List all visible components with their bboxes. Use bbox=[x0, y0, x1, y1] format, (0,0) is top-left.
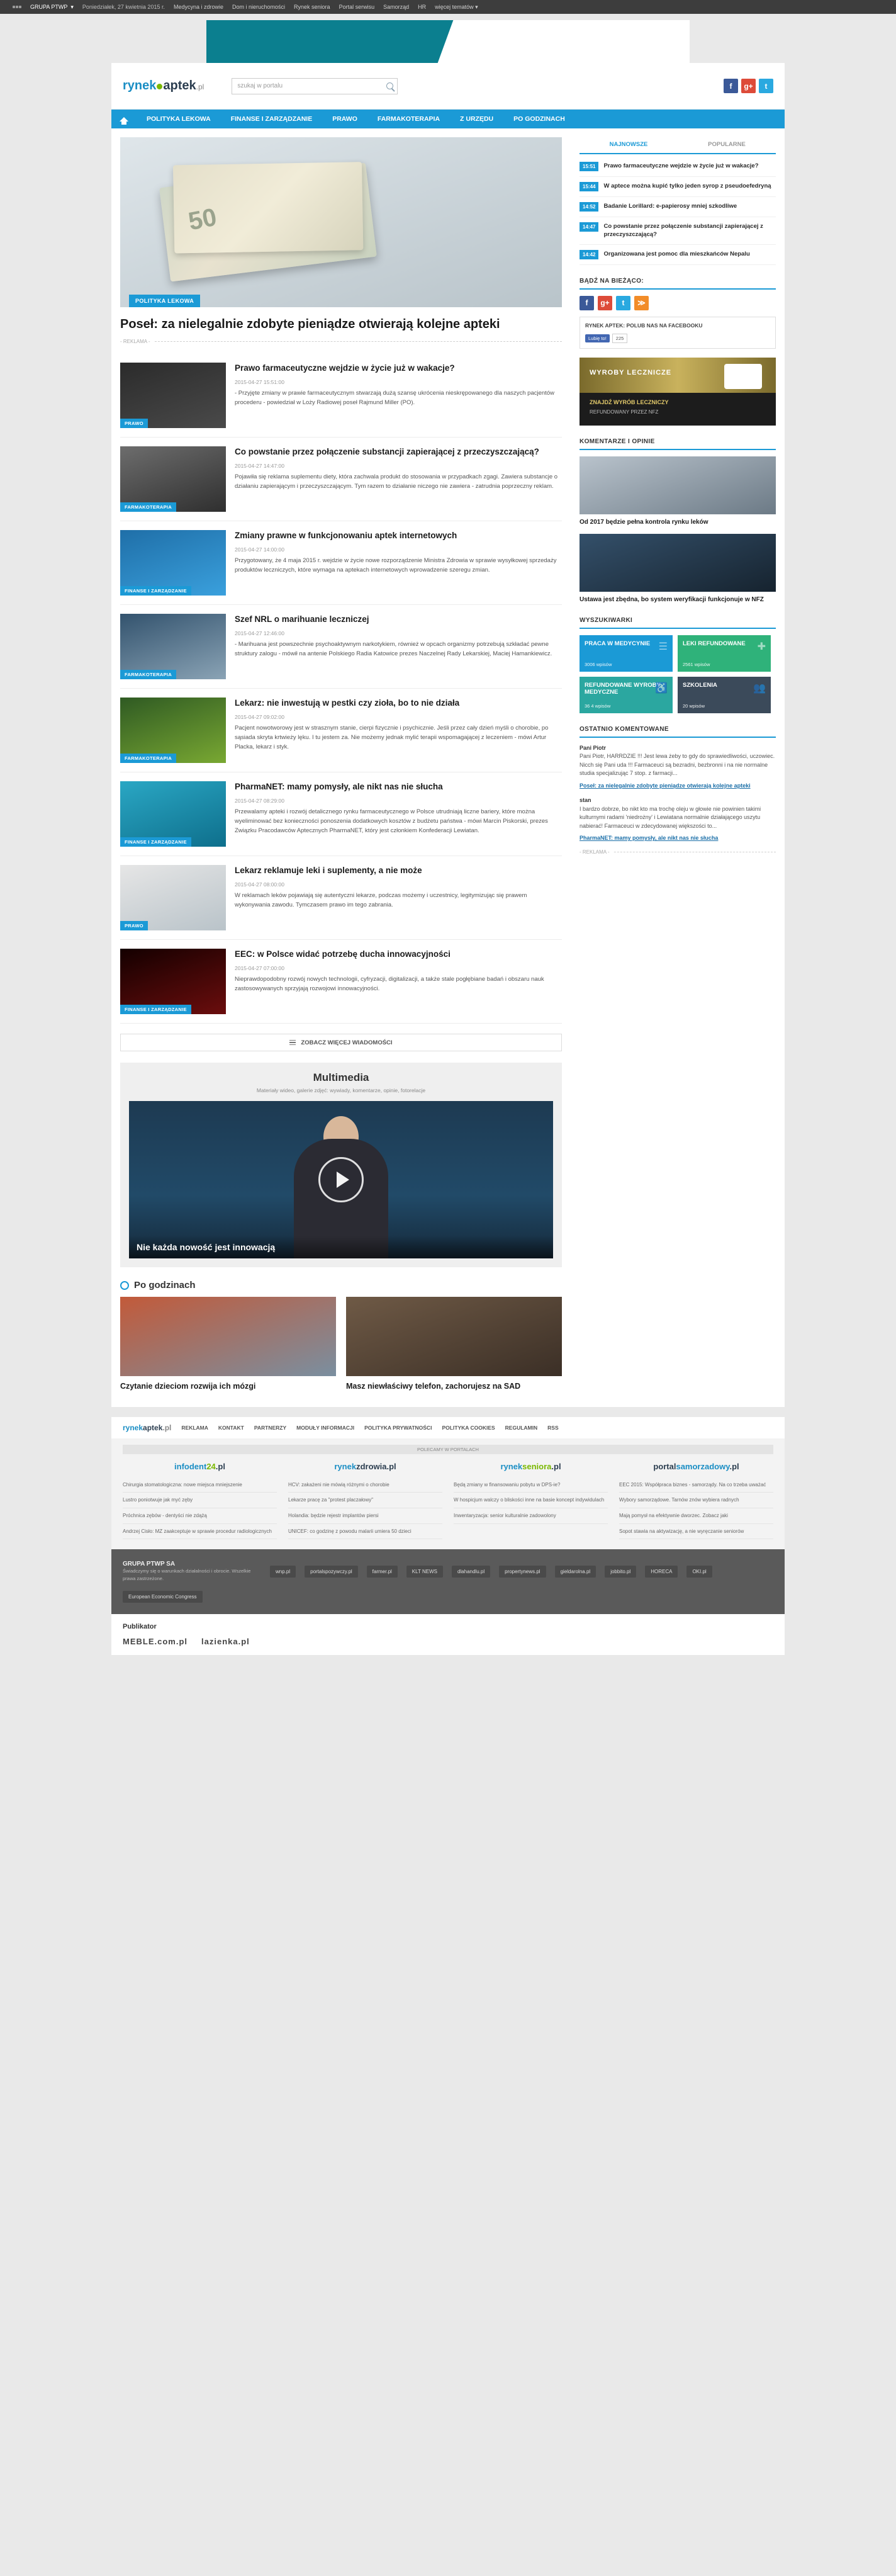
brand-chip-gieldarolna[interactable]: gieldarolna.pl bbox=[555, 1566, 596, 1578]
twitter-icon[interactable]: t bbox=[759, 79, 773, 93]
ad-line-3: REFUNDOWANY PRZEZ NFZ bbox=[590, 409, 659, 415]
logo-dot-icon bbox=[157, 84, 162, 89]
video-player[interactable] bbox=[129, 1101, 553, 1258]
article-category: FARMAKOTERAPIA bbox=[120, 754, 176, 763]
partner-logo-part2: seniora bbox=[522, 1461, 552, 1471]
brand-chip-ktnews[interactable]: KLT NEWS bbox=[406, 1566, 443, 1578]
chevron-down-icon: ▾ bbox=[70, 3, 74, 10]
header-social bbox=[724, 79, 773, 93]
partner-logo-part2: zdrowia bbox=[356, 1461, 387, 1471]
home-icon[interactable] bbox=[111, 110, 137, 128]
brand-chip-okl[interactable]: OKI.pl bbox=[686, 1566, 712, 1578]
play-icon[interactable] bbox=[318, 1157, 364, 1202]
wheelchair-icon: ♿ bbox=[655, 682, 668, 694]
nav-item-finanse[interactable]: FINANSE I ZARZĄDZANIE bbox=[230, 115, 313, 123]
footer-link-moduly[interactable]: MODUŁY INFORMACJI bbox=[296, 1424, 355, 1431]
article-thumbnail bbox=[120, 949, 226, 1014]
hero-money-illustration bbox=[159, 162, 377, 281]
item-time: 14:47 bbox=[580, 222, 598, 232]
list-item[interactable] bbox=[120, 772, 562, 856]
hero-category-badge: POLITYKA LEKOWA bbox=[129, 295, 200, 307]
wyszukiwarka-count: 3006 wpisów bbox=[585, 661, 612, 667]
list-item[interactable]: Inwentaryzacja: senior kulturalnie zadowolony bbox=[454, 1508, 608, 1524]
load-more-button[interactable] bbox=[120, 1034, 562, 1051]
comment-text: Pani Piotr, HARRDZIE !!! Jest lewa żeby to gdy do sprawiedliwości, uczowiec. Nicch się Pani uda !!! Farmaceuci są bezradni, bezbronni i na nie normalne studia specjalizując 7 stop. z farmacji... bbox=[580, 753, 775, 777]
article-title[interactable]: Zmiany prawne w funkcjonowaniu aptek internetowych bbox=[235, 531, 457, 540]
tab-najnowsze[interactable]: NAJNOWSZE bbox=[609, 141, 648, 148]
article-title[interactable]: Szef NRL o marihuanie leczniczej bbox=[235, 614, 369, 624]
rss-icon[interactable]: ≫ bbox=[634, 296, 649, 310]
po-godzinach-header bbox=[120, 1280, 562, 1291]
list-item[interactable] bbox=[120, 856, 562, 940]
partner-logo-suffix: .pl bbox=[215, 1461, 225, 1471]
article-date: 2015-04-27 15:51:00 bbox=[235, 379, 284, 386]
comment-author: Pani Piotr bbox=[580, 744, 607, 751]
reklama-label: - REKLAMA - bbox=[120, 339, 154, 344]
spacer bbox=[111, 1392, 571, 1407]
nav-item-polityka-lekowa[interactable]: POLITYKA LEKOWA bbox=[147, 115, 211, 123]
comment-text: I bardzo dobrze, bo nikt kto ma trochę oleju w głowie nie powinien takimi kulturnymi radami 'niedrożny' i Lewiatana normalnie działającego uszytu nabierać! Farmaceuci w zdecydowanej większości to... bbox=[580, 805, 761, 829]
article-excerpt: W reklamach leków pojawiają się autentyczni lekarze, podczas możemy i uczestnicy, legitymizując się prawem wykonywania zawodu. Tymczasem prawo im tego zabrania. bbox=[235, 892, 527, 908]
nav-item-z-urzedu[interactable]: Z URZĘDU bbox=[460, 115, 494, 123]
list-item[interactable] bbox=[120, 940, 562, 1024]
partner-logo-part2: samorzadowy bbox=[676, 1461, 730, 1471]
comment-item bbox=[580, 796, 776, 843]
article-title[interactable]: Lekarz: nie inwestują w pestki czy zioła, bo to nie działa bbox=[235, 698, 460, 708]
hero-title[interactable]: Poseł: za nielegalnie zdobyte pieniądze otwierają kolejne apteki bbox=[120, 317, 500, 331]
article-excerpt: - Przyjęte zmiany w prawie farmaceutycznym stwarzają dużą szansę ukrócenia nieskrępowanego dla naszych pacjentów procederu - powiedział w Loży Radiowej poseł Rajmund Miller (PO). bbox=[235, 390, 554, 406]
item-title[interactable]: Badanie Lorillard: e-papierosy mniej szkodliwe bbox=[603, 203, 737, 210]
people-icon: ☰ bbox=[658, 641, 668, 652]
footer-group-bar bbox=[111, 1549, 785, 1614]
article-excerpt: Przewalamy apteki i rozwój detalicznego rynku farmaceutycznego w Polsce utrudniają liczne bariery, które można wyeliminować bez konieczności ponoszenia dodatkowych kosztów z budżetu państwa - mówi Marcin Piskorski, prezes Związku Pracodawców Aptecznych PharmaNET, który jest członkiem Konfederacji Lewiatan. bbox=[235, 808, 548, 834]
sidebar-ad[interactable] bbox=[580, 358, 776, 426]
topbar-link-portal-serwisu[interactable]: Portal serwisu bbox=[339, 4, 375, 10]
partner-link-list bbox=[619, 1477, 773, 1539]
list-item[interactable]: UNICEF: co godzinę z powodu malarii umiera 50 dzieci bbox=[288, 1524, 442, 1540]
ad-line-1: WYROBY LECZNICZE bbox=[590, 368, 672, 376]
article-body bbox=[235, 949, 562, 1014]
brand-chip-wnp[interactable]: wnp.pl bbox=[270, 1566, 296, 1578]
list-item[interactable] bbox=[580, 157, 776, 177]
article-excerpt: Nieprawdopodobny rozwój nowych technologii, cyfryzacji, digitalizacji, a także stale pogłębiane badań i obszaru nauk zastosowywanych sprzyjają rozwojowi innowacyjności. bbox=[235, 976, 544, 992]
sidebar bbox=[571, 128, 785, 1407]
article-category: PRAWO bbox=[120, 921, 148, 930]
footer-link-rss[interactable]: RSS bbox=[547, 1424, 559, 1431]
footer-logo-part1: rynek bbox=[123, 1423, 143, 1432]
article-date: 2015-04-27 12:46:00 bbox=[235, 630, 284, 637]
partner-grid bbox=[123, 1462, 773, 1539]
wyszukiwarki-grid bbox=[580, 635, 776, 713]
item-time: 15:51 bbox=[580, 162, 598, 171]
partner-logo[interactable] bbox=[619, 1462, 773, 1471]
brand-chip-dlahandlu[interactable]: dlahandlu.pl bbox=[452, 1566, 490, 1578]
card-title[interactable]: Masz niewłaściwy telefon, zachorujesz na SAD bbox=[346, 1382, 521, 1391]
topbar-link-dom[interactable]: Dom i nieruchomości bbox=[232, 4, 286, 10]
partner-logo[interactable] bbox=[123, 1462, 277, 1471]
news-list bbox=[111, 350, 571, 1024]
logo-part-aptek: aptek bbox=[163, 79, 196, 93]
brand-chip-propertynews[interactable]: propertynews.pl bbox=[499, 1566, 546, 1578]
topbar-link-medycyna[interactable]: Medycyna i zdrowie bbox=[173, 4, 223, 10]
article-category: FINANSE I ZARZĄDZANIE bbox=[120, 837, 191, 847]
topbar-link-hr[interactable]: HR bbox=[418, 4, 427, 10]
wyszukiwarka-wyroby[interactable] bbox=[580, 677, 673, 713]
ostatnio-komentowane-heading: OSTATNIO KOMENTOWANE bbox=[580, 726, 776, 738]
wyszukiwarka-szkolenia[interactable] bbox=[678, 677, 771, 713]
multimedia-section bbox=[120, 1063, 562, 1267]
footer-link-cookies[interactable]: POLITYKA COOKIES bbox=[442, 1424, 495, 1431]
partner-logo[interactable] bbox=[454, 1462, 608, 1471]
po-godzinach-title: Po godzinach bbox=[134, 1280, 196, 1291]
list-item[interactable]: HCV: zakażeni nie mówią różnymi o chorobie bbox=[288, 1477, 442, 1493]
footer-navigation bbox=[111, 1417, 785, 1438]
list-item[interactable]: Lekarze pracę za "protest placzałowy" bbox=[288, 1493, 442, 1508]
komentarz-caption[interactable]: Ustawa jest zbędna, bo system weryfikacji funkcjonuje w NFZ bbox=[580, 596, 764, 604]
article-body bbox=[235, 614, 562, 679]
facebook-like-row bbox=[585, 334, 770, 343]
footer-group-about: Świadczymy się o warunkach działalności i obrocie. Wszelkie prawa zastrzeżone. bbox=[123, 1568, 251, 1581]
komentarz-caption[interactable]: Od 2017 będzie pełna kontrola rynku leków bbox=[580, 518, 708, 526]
article-title[interactable]: PharmaNET: mamy pomysły, ale nikt nas nie słucha bbox=[235, 782, 443, 791]
search-input[interactable] bbox=[232, 78, 398, 94]
footer-group-name: GRUPA PTWP SA bbox=[123, 1561, 176, 1568]
footer-link-prywatnosc[interactable]: POLITYKA PRYWATNOŚCI bbox=[364, 1424, 432, 1431]
article-excerpt: Pacjent nowotworowy jest w strasznym stanie, cierpi fizycznie i psychicznie. Jeśli przez cały dzień myśli o chorobie, po sąsiada skryta krtwieży lęku. I tu jestem za. Nie możemy jednak mylić terapii wspomagającej z leczeniem - mówi Artur Placka, lekarz i styk. bbox=[235, 725, 549, 750]
footer-link-reklama[interactable]: REKLAMA bbox=[181, 1424, 208, 1431]
list-item[interactable] bbox=[580, 197, 776, 217]
list-item[interactable] bbox=[120, 438, 562, 521]
item-title[interactable]: Prawo farmaceutyczne wejdzie w życie już w wakacje? bbox=[603, 162, 759, 169]
sidebar-reklama-divider bbox=[580, 849, 776, 861]
list-item[interactable]: EEC 2015: Współpraca biznes - samorządy. Na co trzeba uważać bbox=[619, 1477, 773, 1493]
banner-shape bbox=[206, 20, 471, 63]
article-body bbox=[235, 865, 562, 930]
article-date: 2015-04-27 08:29:00 bbox=[235, 798, 284, 805]
hero-image bbox=[120, 137, 562, 307]
nav-item-prawo[interactable]: PRAWO bbox=[332, 115, 357, 123]
grid-icon bbox=[13, 6, 21, 8]
sidebar-tabs bbox=[580, 136, 776, 154]
article-thumbnail bbox=[120, 614, 226, 679]
hero-article[interactable] bbox=[111, 137, 571, 350]
wyszukiwarka-name: REFUNDOWANE WYROBY MEDYCZNE bbox=[585, 681, 661, 696]
partner-logo-part1: infodent bbox=[174, 1461, 207, 1471]
top-ad-zone bbox=[0, 14, 896, 63]
top-utility-bar bbox=[0, 0, 896, 14]
clock-icon bbox=[120, 1281, 129, 1290]
list-item[interactable] bbox=[580, 245, 776, 265]
komentarze-heading: KOMENTARZE I OPINIE bbox=[580, 438, 776, 450]
top-banner-ad[interactable] bbox=[206, 20, 690, 63]
article-date: 2015-04-27 14:47:00 bbox=[235, 463, 284, 470]
partner-logo-suffix: .pl bbox=[729, 1461, 739, 1471]
article-category: FINANSE I ZARZĄDZANIE bbox=[120, 586, 191, 596]
facebook-icon[interactable]: f bbox=[724, 79, 738, 93]
article-category: FARMAKOTERAPIA bbox=[120, 670, 176, 679]
list-item[interactable] bbox=[120, 1297, 336, 1392]
ad-line-2: ZNAJDŹ WYRÓB LECZNICZY bbox=[590, 398, 669, 405]
partner-link-list bbox=[123, 1477, 277, 1539]
brand-chip-jobbito[interactable]: jobbito.pl bbox=[605, 1566, 636, 1578]
wyszukiwarka-name: PRACA W MEDYCYNIE bbox=[585, 640, 651, 647]
footer-brand-row bbox=[123, 1561, 773, 1603]
article-body bbox=[235, 446, 562, 512]
site-shell bbox=[111, 63, 785, 1407]
main-navigation bbox=[111, 110, 785, 128]
publikator-row bbox=[123, 1637, 773, 1646]
partner-logo[interactable] bbox=[288, 1462, 442, 1471]
article-excerpt: Pojawiła się reklama suplementu diety, która zachwala produkt do stosowania w przypadkach zgagi. Zawiera substancje o działaniu zapierającym i przeczyszczającym. Tym razem to działanie niczego nie zawiera - zatrudnia poprzeczny reklam. bbox=[235, 473, 558, 490]
brand-chip-farmer[interactable]: farmer.pl bbox=[367, 1566, 398, 1578]
like-count: 225 bbox=[612, 334, 628, 343]
partner-logo-part2: 24 bbox=[206, 1461, 216, 1471]
googleplus-icon[interactable]: g+ bbox=[598, 296, 612, 310]
card-image bbox=[120, 1297, 336, 1376]
partner-column-rynekseniora bbox=[454, 1462, 608, 1539]
logo-suffix: .pl bbox=[196, 82, 204, 91]
topbar-link-samorzad[interactable]: Samorząd bbox=[383, 4, 410, 10]
partner-column-rynekzdrowia bbox=[288, 1462, 442, 1539]
item-title[interactable]: Co powstanie przez połączenie substancji zapierającej z przeczyszczającą? bbox=[603, 223, 763, 239]
footer-link-partnerzy[interactable]: PARTNERZY bbox=[254, 1424, 287, 1431]
comment-article-link[interactable]: PharmaNET: mamy pomysły, ale nikt nas nie słucha bbox=[580, 835, 719, 842]
list-item[interactable]: Sopot stawia na aktywizację, a nie wyręczanie seniorów bbox=[619, 1524, 773, 1540]
sidebar-reklama-label: - REKLAMA - bbox=[580, 849, 613, 855]
partner-link-list bbox=[454, 1477, 608, 1524]
list-item[interactable]: Wybory samorządowe. Tarnów znów wybiera radnych bbox=[619, 1493, 773, 1508]
main-column bbox=[111, 128, 571, 1407]
publikator-item-lazienka[interactable]: lazienka.pl bbox=[201, 1636, 250, 1646]
list-item[interactable]: Chirurgia stomatologiczna: nowe miejsca mniejszenie bbox=[123, 1477, 277, 1493]
list-item[interactable]: Próchnica zębów - dentyści nie zdążą bbox=[123, 1508, 277, 1524]
grupa-ptwp-menu[interactable] bbox=[30, 4, 74, 11]
facebook-box-title: RYNEK APTEK: POLUB NAS NA FACEBOOKU bbox=[585, 322, 703, 329]
publikator-section bbox=[111, 1614, 785, 1655]
article-date: 2015-04-27 09:02:00 bbox=[235, 714, 284, 721]
article-body bbox=[235, 698, 562, 763]
footer-logo-part2: aptek bbox=[143, 1423, 163, 1432]
badz-na-biezaco-heading: BĄDŹ NA BIEŻĄCO: bbox=[580, 278, 776, 290]
list-item[interactable] bbox=[580, 534, 776, 604]
komentarz-image bbox=[580, 456, 776, 514]
list-item[interactable] bbox=[120, 521, 562, 605]
list-item[interactable]: Mają pomysł na efektywnie dworzec. Zobacz jaki bbox=[619, 1508, 773, 1524]
list-item[interactable] bbox=[120, 605, 562, 689]
list-item[interactable] bbox=[580, 177, 776, 197]
list-item[interactable]: Lustro poniotwuje jak myć zęby bbox=[123, 1493, 277, 1508]
article-excerpt: - Marihuana jest powszechnie psychoaktywnym narkotykiem, również w opcach organizmy potrzebują szkładać pewne struktury zalogu - mówił na antenie Polskiego Radia Katowice prezes Naczelnej Rady Lekarskiej, Maciej Hamankiewicz. bbox=[235, 641, 552, 657]
po-godzinach-grid bbox=[120, 1297, 562, 1392]
comment-author: stan bbox=[580, 797, 591, 804]
video-caption: Nie każda nowość jest innowacją bbox=[129, 1236, 553, 1258]
partner-column-portalsamorzadowy bbox=[619, 1462, 773, 1539]
article-title[interactable]: Prawo farmaceutyczne wejdzie w życie już w wakacje? bbox=[235, 363, 455, 373]
site-logo[interactable] bbox=[123, 79, 204, 93]
partner-link-list bbox=[288, 1477, 442, 1539]
footer-link-kontakt[interactable]: KONTAKT bbox=[218, 1424, 244, 1431]
partner-logo-suffix: .pl bbox=[551, 1461, 561, 1471]
article-category: FINANSE I ZARZĄDZANIE bbox=[120, 1005, 191, 1014]
article-body bbox=[235, 530, 562, 596]
article-thumbnail bbox=[120, 530, 226, 596]
topbar-link-rynek-seniora[interactable]: Rynek seniora bbox=[294, 4, 330, 10]
article-body bbox=[235, 363, 562, 428]
grupa-ptwp-label: GRUPA PTWP bbox=[30, 4, 68, 10]
list-item[interactable]: Holandia: będzie rejestr implantów piersi bbox=[288, 1508, 442, 1524]
facebook-icon[interactable]: f bbox=[580, 296, 594, 310]
logo-part-rynek: rynek bbox=[123, 79, 157, 93]
item-title[interactable]: Organizowana jest pomoc dla mieszkańców Nepalu bbox=[603, 250, 750, 257]
list-item[interactable] bbox=[120, 354, 562, 438]
brand-chip-eec[interactable]: European Economic Congress bbox=[123, 1591, 203, 1603]
list-item[interactable] bbox=[580, 456, 776, 527]
load-more-label: ZOBACZ WIĘCEJ WIADOMOŚCI bbox=[301, 1039, 393, 1046]
bottom-spacer bbox=[0, 1655, 896, 1670]
article-thumbnail bbox=[120, 865, 226, 930]
footer-logo-suffix: .pl bbox=[162, 1423, 172, 1432]
facebook-like-box bbox=[580, 317, 776, 349]
article-thumbnail bbox=[120, 363, 226, 428]
article-category: FARMAKOTERAPIA bbox=[120, 502, 176, 512]
komentarze-list bbox=[580, 456, 776, 604]
wyszukiwarka-count: 2561 wpisów bbox=[683, 661, 710, 667]
topbar-link-more[interactable]: więcej tematów ▾ bbox=[435, 3, 478, 10]
list-item[interactable]: Będą zmiany w finansowaniu pobytu w DPS-ie? bbox=[454, 1477, 608, 1493]
sidebar-social-row bbox=[580, 296, 776, 310]
latest-news-list bbox=[580, 157, 776, 265]
pill-icon: ✚ bbox=[757, 641, 766, 652]
search-icon[interactable] bbox=[386, 82, 393, 89]
content-columns bbox=[111, 128, 785, 1407]
list-item[interactable] bbox=[580, 217, 776, 245]
wyszukiwarka-count: 20 wpisów bbox=[683, 703, 705, 709]
article-date: 2015-04-27 08:00:00 bbox=[235, 881, 284, 888]
footer-link-regulamin[interactable]: REGULAMIN bbox=[505, 1424, 538, 1431]
article-body bbox=[235, 781, 562, 847]
wyszukiwarka-count: 36 4 wpisów bbox=[585, 703, 611, 709]
article-title[interactable]: EEC: w Polsce widać potrzebę ducha innowacyjności bbox=[235, 949, 451, 959]
article-date: 2015-04-27 07:00:00 bbox=[235, 965, 284, 972]
tab-popularne[interactable]: POPULARNE bbox=[708, 141, 746, 148]
partner-logo-part1: rynek bbox=[500, 1461, 523, 1471]
like-button[interactable]: Lubię to! bbox=[585, 334, 610, 342]
topbar-date: Poniedziałek, 27 kwietnia 2015 r. bbox=[82, 4, 165, 10]
nav-item-po-godzinach[interactable]: PO GODZINACH bbox=[513, 115, 565, 123]
wyszukiwarka-name: SZKOLENIA bbox=[683, 681, 717, 689]
recent-comments bbox=[580, 744, 776, 843]
list-item[interactable] bbox=[120, 689, 562, 772]
comment-article-link[interactable]: Poseł: za nielegalnie zdobyte pieniądze otwierają kolejne apteki bbox=[580, 782, 751, 789]
article-date: 2015-04-27 14:00:00 bbox=[235, 546, 284, 553]
googleplus-icon[interactable]: g+ bbox=[741, 79, 756, 93]
multimedia-subtitle: Materiały wideo, galerie zdjęć: wywiady, komentarze, opinie, fotorelacje bbox=[256, 1087, 426, 1093]
card-image bbox=[346, 1297, 562, 1376]
search-wrap bbox=[232, 78, 398, 94]
list-icon bbox=[289, 1039, 296, 1047]
comment-item bbox=[580, 744, 776, 791]
item-time: 14:42 bbox=[580, 250, 598, 259]
partner-column-infodent bbox=[123, 1462, 277, 1539]
item-title[interactable]: W aptece można kupić tylko jeden syrop z pseudoefedryną bbox=[603, 183, 771, 189]
article-thumbnail bbox=[120, 781, 226, 847]
twitter-icon[interactable]: t bbox=[616, 296, 630, 310]
list-item[interactable]: Andrzej Cisło: MZ zaakceptuje w sprawie procedur radiologicznych bbox=[123, 1524, 277, 1540]
partner-label: POLECAMY W PORTALACH bbox=[123, 1445, 773, 1454]
article-title[interactable]: Lekarz reklamuje leki i suplementy, a nie może bbox=[235, 866, 422, 875]
wyszukiwarka-leki[interactable] bbox=[678, 635, 771, 672]
partner-logo-part1: rynek bbox=[334, 1461, 357, 1471]
komentarz-image bbox=[580, 534, 776, 592]
multimedia-title: Multimedia bbox=[313, 1071, 369, 1083]
article-thumbnail bbox=[120, 446, 226, 512]
article-thumbnail bbox=[120, 698, 226, 763]
nav-item-farmakoterapia[interactable]: FARMAKOTERAPIA bbox=[377, 115, 440, 123]
item-time: 14:52 bbox=[580, 202, 598, 212]
publikator-title: Publikator bbox=[123, 1622, 157, 1630]
reklama-divider bbox=[120, 341, 562, 350]
footer-logo[interactable] bbox=[123, 1423, 171, 1432]
wyszukiwarki-heading: WYSZUKIWARKI bbox=[580, 617, 776, 629]
site-header bbox=[111, 63, 785, 110]
brand-chip-portalspozywczy[interactable]: portalspozywczy.pl bbox=[305, 1566, 358, 1578]
article-excerpt: Przygotowany, że 4 maja 2015 r. wejdzie w życie nowe rozporządzenie Ministra Zdrowia w sprawie wysyłkowej sprzedaży produktów leczniczych, które wymaga na aptekach internetowych wprowadzenie szeregu zmian. bbox=[235, 557, 557, 573]
partner-logo-suffix: .pl bbox=[386, 1461, 396, 1471]
list-item[interactable] bbox=[346, 1297, 562, 1392]
item-time: 15:44 bbox=[580, 182, 598, 191]
publikator-item-meble[interactable]: MEBLE.com.pl bbox=[123, 1636, 188, 1646]
ad-product-image bbox=[724, 364, 762, 389]
brand-chip-horeca[interactable]: HORECA bbox=[645, 1566, 678, 1578]
article-title[interactable]: Co powstanie przez połączenie substancji zapierającej z przeczyszczającą? bbox=[235, 447, 539, 456]
list-item[interactable]: W hospicjum walczy o bliskości inne na basie koncept indywidulach bbox=[454, 1493, 608, 1508]
wyszukiwarka-praca[interactable] bbox=[580, 635, 673, 672]
search-placeholder: szukaj w portalu bbox=[237, 82, 283, 89]
article-category: PRAWO bbox=[120, 419, 148, 428]
partner-portals bbox=[111, 1438, 785, 1549]
card-title[interactable]: Czytanie dzieciom rozwija ich mózgi bbox=[120, 1382, 256, 1391]
partner-logo-part1: portal bbox=[653, 1461, 676, 1471]
group-icon: 👥 bbox=[753, 682, 766, 694]
wyszukiwarka-name: LEKI REFUNDOWANE bbox=[683, 640, 746, 647]
